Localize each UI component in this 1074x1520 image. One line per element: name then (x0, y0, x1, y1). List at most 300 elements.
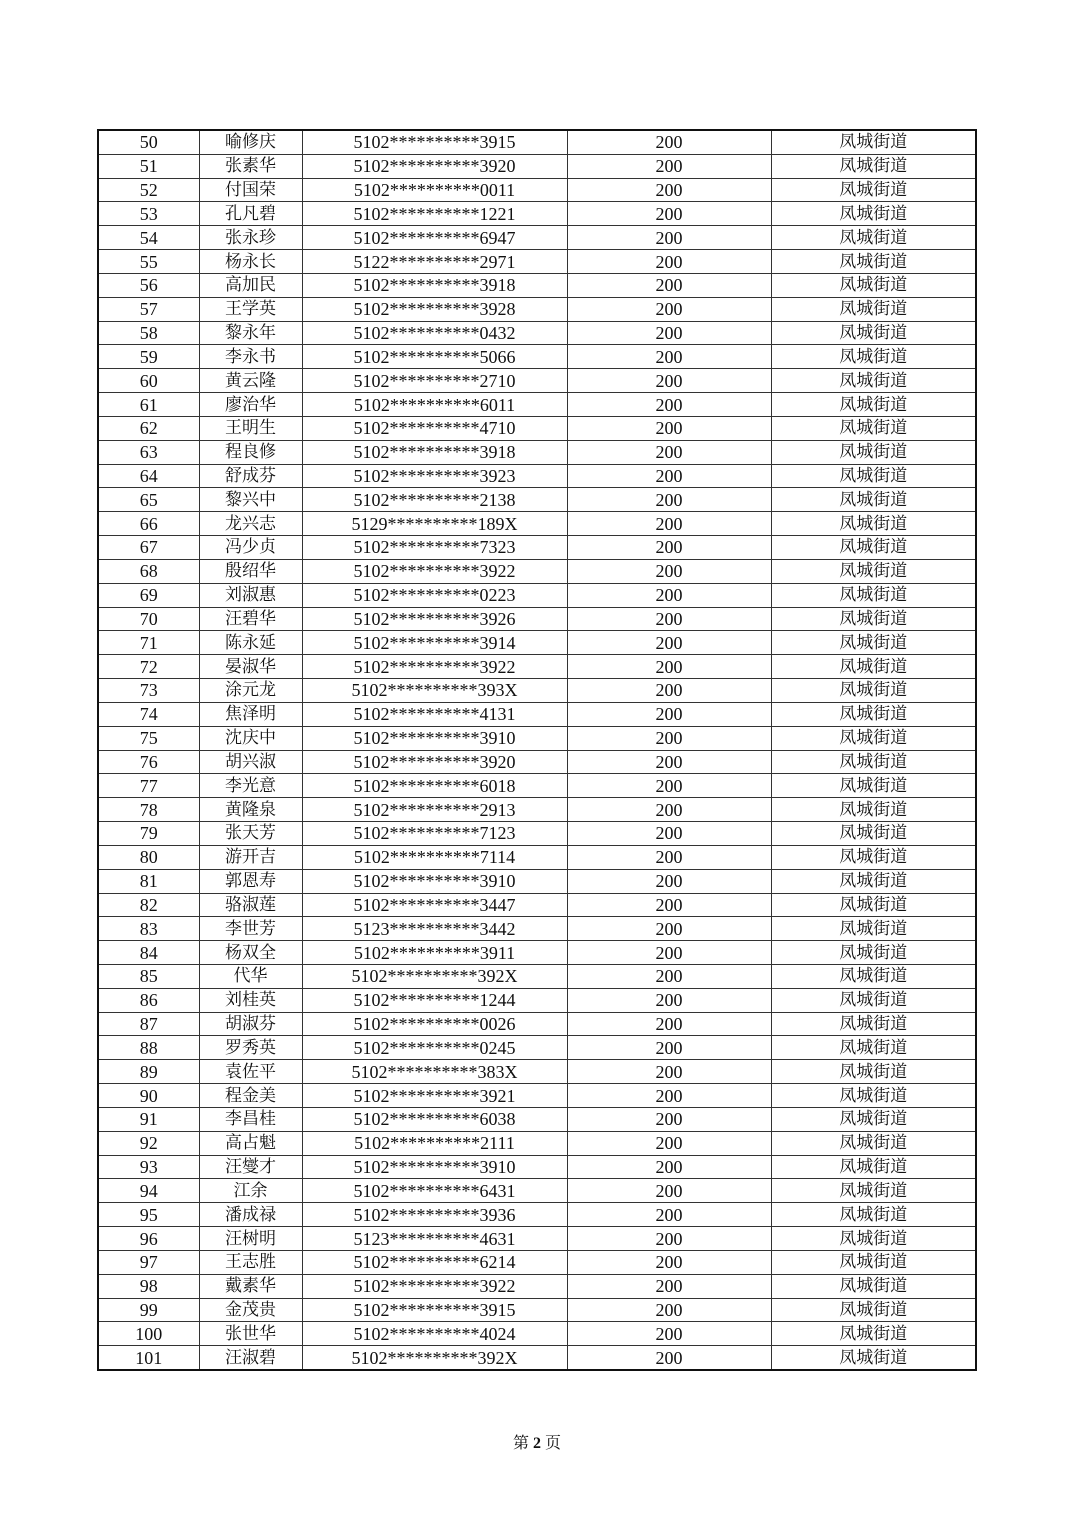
amount-cell: 200 (567, 297, 771, 321)
street-cell: 凤城街道 (771, 1060, 976, 1084)
page-number: 2 (533, 1435, 541, 1452)
row-number-cell: 52 (98, 178, 199, 202)
amount-cell: 200 (567, 679, 771, 703)
amount-cell: 200 (567, 226, 771, 250)
street-cell: 凤城街道 (771, 1346, 976, 1370)
table-row (98, 750, 976, 774)
amount-cell: 200 (567, 1274, 771, 1298)
id-number-cell: 5102**********3911 (302, 941, 567, 965)
id-number-cell: 5102**********4024 (302, 1322, 567, 1346)
table-row (98, 1298, 976, 1322)
amount-cell: 200 (567, 869, 771, 893)
id-number-cell: 5102**********393X (302, 679, 567, 703)
id-number-cell: 5102**********392X (302, 964, 567, 988)
amount-cell: 200 (567, 559, 771, 583)
name-cell: 汪燮才 (199, 1155, 302, 1179)
table-row (98, 1203, 976, 1227)
amount-cell: 200 (567, 845, 771, 869)
amount-cell: 200 (567, 1322, 771, 1346)
street-cell: 凤城街道 (771, 774, 976, 798)
amount-cell: 200 (567, 1155, 771, 1179)
row-number-cell: 85 (98, 964, 199, 988)
row-number-cell: 53 (98, 202, 199, 226)
street-cell: 凤城街道 (771, 1274, 976, 1298)
table-row (98, 1250, 976, 1274)
table-row (98, 917, 976, 941)
row-number-cell: 80 (98, 845, 199, 869)
row-number-cell: 71 (98, 631, 199, 655)
id-number-cell: 5102**********7114 (302, 845, 567, 869)
id-number-cell: 5102**********0432 (302, 321, 567, 345)
name-cell: 李永书 (199, 345, 302, 369)
street-cell: 凤城街道 (771, 273, 976, 297)
amount-cell: 200 (567, 893, 771, 917)
name-cell: 龙兴志 (199, 512, 302, 536)
street-cell: 凤城街道 (771, 440, 976, 464)
street-cell: 凤城街道 (771, 416, 976, 440)
street-cell: 凤城街道 (771, 607, 976, 631)
roster-table (97, 129, 977, 1371)
name-cell: 游开吉 (199, 845, 302, 869)
amount-cell: 200 (567, 1227, 771, 1251)
row-number-cell: 76 (98, 750, 199, 774)
id-number-cell: 5102**********3910 (302, 726, 567, 750)
name-cell: 付国荣 (199, 178, 302, 202)
row-number-cell: 51 (98, 154, 199, 178)
street-cell: 凤城街道 (771, 1227, 976, 1251)
id-number-cell: 5102**********3920 (302, 154, 567, 178)
id-number-cell: 5102**********6018 (302, 774, 567, 798)
table-row (98, 1060, 976, 1084)
row-number-cell: 96 (98, 1227, 199, 1251)
name-cell: 汪树明 (199, 1227, 302, 1251)
table-row (98, 679, 976, 703)
table-row (98, 464, 976, 488)
id-number-cell: 5102**********2111 (302, 1131, 567, 1155)
street-cell: 凤城街道 (771, 631, 976, 655)
id-number-cell: 5102**********6947 (302, 226, 567, 250)
street-cell: 凤城街道 (771, 702, 976, 726)
amount-cell: 200 (567, 1060, 771, 1084)
row-number-cell: 84 (98, 941, 199, 965)
row-number-cell: 55 (98, 250, 199, 274)
name-cell: 潘成禄 (199, 1203, 302, 1227)
name-cell: 高占魁 (199, 1131, 302, 1155)
street-cell: 凤城街道 (771, 1012, 976, 1036)
id-number-cell: 5102**********5066 (302, 345, 567, 369)
id-number-cell: 5102**********3920 (302, 750, 567, 774)
street-cell: 凤城街道 (771, 583, 976, 607)
name-cell: 孔凡碧 (199, 202, 302, 226)
row-number-cell: 60 (98, 369, 199, 393)
table-row (98, 845, 976, 869)
id-number-cell: 5102**********3910 (302, 869, 567, 893)
id-number-cell: 5102**********6431 (302, 1179, 567, 1203)
id-number-cell: 5102**********3936 (302, 1203, 567, 1227)
amount-cell: 200 (567, 1250, 771, 1274)
amount-cell: 200 (567, 1203, 771, 1227)
name-cell: 汪碧华 (199, 607, 302, 631)
id-number-cell: 5102**********3447 (302, 893, 567, 917)
row-number-cell: 50 (98, 130, 199, 154)
amount-cell: 200 (567, 726, 771, 750)
id-number-cell: 5102**********3910 (302, 1155, 567, 1179)
id-number-cell: 5129**********189X (302, 512, 567, 536)
table-row (98, 1155, 976, 1179)
street-cell: 凤城街道 (771, 917, 976, 941)
id-number-cell: 5102**********2710 (302, 369, 567, 393)
table-row (98, 1131, 976, 1155)
amount-cell: 200 (567, 250, 771, 274)
row-number-cell: 98 (98, 1274, 199, 1298)
row-number-cell: 70 (98, 607, 199, 631)
table-row (98, 369, 976, 393)
street-cell: 凤城街道 (771, 655, 976, 679)
amount-cell: 200 (567, 369, 771, 393)
name-cell: 张永珍 (199, 226, 302, 250)
row-number-cell: 88 (98, 1036, 199, 1060)
name-cell: 王志胜 (199, 1250, 302, 1274)
street-cell: 凤城街道 (771, 393, 976, 417)
row-number-cell: 83 (98, 917, 199, 941)
amount-cell: 200 (567, 1036, 771, 1060)
row-number-cell: 90 (98, 1084, 199, 1108)
row-number-cell: 73 (98, 679, 199, 703)
row-number-cell: 54 (98, 226, 199, 250)
name-cell: 程良修 (199, 440, 302, 464)
table-row (98, 559, 976, 583)
table-row (98, 1107, 976, 1131)
name-cell: 李世芳 (199, 917, 302, 941)
street-cell: 凤城街道 (771, 130, 976, 154)
table-row (98, 869, 976, 893)
name-cell: 舒成芬 (199, 464, 302, 488)
street-cell: 凤城街道 (771, 536, 976, 560)
id-number-cell: 5102**********3918 (302, 440, 567, 464)
row-number-cell: 95 (98, 1203, 199, 1227)
row-number-cell: 94 (98, 1179, 199, 1203)
name-cell: 涂元龙 (199, 679, 302, 703)
street-cell: 凤城街道 (771, 988, 976, 1012)
table-row (98, 440, 976, 464)
amount-cell: 200 (567, 202, 771, 226)
street-cell: 凤城街道 (771, 1179, 976, 1203)
id-number-cell: 5102**********6011 (302, 393, 567, 417)
table-row (98, 702, 976, 726)
row-number-cell: 99 (98, 1298, 199, 1322)
street-cell: 凤城街道 (771, 822, 976, 846)
amount-cell: 200 (567, 440, 771, 464)
table-row (98, 655, 976, 679)
amount-cell: 200 (567, 178, 771, 202)
street-cell: 凤城街道 (771, 345, 976, 369)
roster-body (98, 130, 976, 1370)
row-number-cell: 77 (98, 774, 199, 798)
id-number-cell: 5102**********3922 (302, 1274, 567, 1298)
amount-cell: 200 (567, 941, 771, 965)
table-row (98, 393, 976, 417)
name-cell: 胡淑芬 (199, 1012, 302, 1036)
amount-cell: 200 (567, 702, 771, 726)
table-row (98, 631, 976, 655)
amount-cell: 200 (567, 750, 771, 774)
street-cell: 凤城街道 (771, 1036, 976, 1060)
name-cell: 戴素华 (199, 1274, 302, 1298)
name-cell: 郭恩寿 (199, 869, 302, 893)
street-cell: 凤城街道 (771, 893, 976, 917)
table-row (98, 964, 976, 988)
table-row (98, 536, 976, 560)
amount-cell: 200 (567, 464, 771, 488)
row-number-cell: 81 (98, 869, 199, 893)
table-row (98, 512, 976, 536)
street-cell: 凤城街道 (771, 964, 976, 988)
id-number-cell: 5102**********0223 (302, 583, 567, 607)
name-cell: 黎永年 (199, 321, 302, 345)
table-row (98, 1322, 976, 1346)
name-cell: 喻修庆 (199, 130, 302, 154)
name-cell: 张天芳 (199, 822, 302, 846)
id-number-cell: 5102**********3918 (302, 273, 567, 297)
street-cell: 凤城街道 (771, 488, 976, 512)
street-cell: 凤城街道 (771, 321, 976, 345)
street-cell: 凤城街道 (771, 154, 976, 178)
id-number-cell: 5102**********2138 (302, 488, 567, 512)
table-row (98, 1346, 976, 1370)
row-number-cell: 100 (98, 1322, 199, 1346)
table-row (98, 297, 976, 321)
name-cell: 王学英 (199, 297, 302, 321)
id-number-cell: 5102**********3923 (302, 464, 567, 488)
name-cell: 沈庆中 (199, 726, 302, 750)
table-row (98, 178, 976, 202)
table-row (98, 988, 976, 1012)
name-cell: 程金美 (199, 1084, 302, 1108)
table-row (98, 1274, 976, 1298)
street-cell: 凤城街道 (771, 178, 976, 202)
name-cell: 李昌桂 (199, 1107, 302, 1131)
table-row (98, 416, 976, 440)
amount-cell: 200 (567, 273, 771, 297)
id-number-cell: 5102**********1244 (302, 988, 567, 1012)
name-cell: 陈永延 (199, 631, 302, 655)
table-row (98, 1036, 976, 1060)
street-cell: 凤城街道 (771, 1107, 976, 1131)
id-number-cell: 5102**********383X (302, 1060, 567, 1084)
amount-cell: 200 (567, 1107, 771, 1131)
table-row (98, 273, 976, 297)
amount-cell: 200 (567, 1012, 771, 1036)
row-number-cell: 57 (98, 297, 199, 321)
id-number-cell: 5102**********392X (302, 1346, 567, 1370)
street-cell: 凤城街道 (771, 1131, 976, 1155)
row-number-cell: 79 (98, 822, 199, 846)
row-number-cell: 68 (98, 559, 199, 583)
row-number-cell: 66 (98, 512, 199, 536)
name-cell: 黄隆泉 (199, 798, 302, 822)
row-number-cell: 74 (98, 702, 199, 726)
name-cell: 杨双全 (199, 941, 302, 965)
table-row (98, 607, 976, 631)
name-cell: 冯少贞 (199, 536, 302, 560)
id-number-cell: 5102**********1221 (302, 202, 567, 226)
amount-cell: 200 (567, 1346, 771, 1370)
table-row (98, 1012, 976, 1036)
table-row (98, 154, 976, 178)
amount-cell: 200 (567, 130, 771, 154)
street-cell: 凤城街道 (771, 226, 976, 250)
id-number-cell: 5102**********7123 (302, 822, 567, 846)
id-number-cell: 5102**********3915 (302, 1298, 567, 1322)
table-row (98, 583, 976, 607)
name-cell: 张素华 (199, 154, 302, 178)
row-number-cell: 92 (98, 1131, 199, 1155)
id-number-cell: 5123**********3442 (302, 917, 567, 941)
amount-cell: 200 (567, 798, 771, 822)
name-cell: 王明生 (199, 416, 302, 440)
street-cell: 凤城街道 (771, 1203, 976, 1227)
row-number-cell: 56 (98, 273, 199, 297)
amount-cell: 200 (567, 536, 771, 560)
id-number-cell: 5102**********0026 (302, 1012, 567, 1036)
name-cell: 袁佐平 (199, 1060, 302, 1084)
amount-cell: 200 (567, 988, 771, 1012)
street-cell: 凤城街道 (771, 798, 976, 822)
name-cell: 焦泽明 (199, 702, 302, 726)
name-cell: 代华 (199, 964, 302, 988)
row-number-cell: 67 (98, 536, 199, 560)
row-number-cell: 75 (98, 726, 199, 750)
row-number-cell: 62 (98, 416, 199, 440)
row-number-cell: 64 (98, 464, 199, 488)
row-number-cell: 58 (98, 321, 199, 345)
table-row (98, 488, 976, 512)
name-cell: 李光意 (199, 774, 302, 798)
amount-cell: 200 (567, 607, 771, 631)
name-cell: 黄云隆 (199, 369, 302, 393)
amount-cell: 200 (567, 321, 771, 345)
street-cell: 凤城街道 (771, 202, 976, 226)
amount-cell: 200 (567, 416, 771, 440)
amount-cell: 200 (567, 964, 771, 988)
street-cell: 凤城街道 (771, 1084, 976, 1108)
id-number-cell: 5102**********0011 (302, 178, 567, 202)
amount-cell: 200 (567, 655, 771, 679)
row-number-cell: 91 (98, 1107, 199, 1131)
table-row (98, 1179, 976, 1203)
street-cell: 凤城街道 (771, 750, 976, 774)
table-row (98, 226, 976, 250)
street-cell: 凤城街道 (771, 1322, 976, 1346)
amount-cell: 200 (567, 393, 771, 417)
id-number-cell: 5102**********3922 (302, 655, 567, 679)
id-number-cell: 5102**********3915 (302, 130, 567, 154)
row-number-cell: 82 (98, 893, 199, 917)
amount-cell: 200 (567, 774, 771, 798)
name-cell: 胡兴淑 (199, 750, 302, 774)
table-row (98, 1227, 976, 1251)
name-cell: 晏淑华 (199, 655, 302, 679)
amount-cell: 200 (567, 345, 771, 369)
row-number-cell: 69 (98, 583, 199, 607)
amount-cell: 200 (567, 512, 771, 536)
row-number-cell: 78 (98, 798, 199, 822)
id-number-cell: 5102**********6214 (302, 1250, 567, 1274)
street-cell: 凤城街道 (771, 1250, 976, 1274)
id-number-cell: 5102**********3921 (302, 1084, 567, 1108)
street-cell: 凤城街道 (771, 679, 976, 703)
page-prefix: 第 (512, 1433, 529, 1452)
id-number-cell: 5102**********3914 (302, 631, 567, 655)
table-row (98, 941, 976, 965)
name-cell: 江余 (199, 1179, 302, 1203)
row-number-cell: 59 (98, 345, 199, 369)
id-number-cell: 5123**********4631 (302, 1227, 567, 1251)
table-row (98, 202, 976, 226)
name-cell: 殷绍华 (199, 559, 302, 583)
street-cell: 凤城街道 (771, 941, 976, 965)
id-number-cell: 5102**********2913 (302, 798, 567, 822)
street-cell: 凤城街道 (771, 869, 976, 893)
table-row (98, 130, 976, 154)
name-cell: 廖治华 (199, 393, 302, 417)
id-number-cell: 5102**********4131 (302, 702, 567, 726)
row-number-cell: 101 (98, 1346, 199, 1370)
id-number-cell: 5102**********3926 (302, 607, 567, 631)
name-cell: 高加民 (199, 273, 302, 297)
table-row (98, 822, 976, 846)
amount-cell: 200 (567, 631, 771, 655)
row-number-cell: 61 (98, 393, 199, 417)
row-number-cell: 93 (98, 1155, 199, 1179)
name-cell: 汪淑碧 (199, 1346, 302, 1370)
row-number-cell: 72 (98, 655, 199, 679)
id-number-cell: 5102**********0245 (302, 1036, 567, 1060)
table-row (98, 250, 976, 274)
row-number-cell: 97 (98, 1250, 199, 1274)
id-number-cell: 5102**********4710 (302, 416, 567, 440)
id-number-cell: 5102**********7323 (302, 536, 567, 560)
street-cell: 凤城街道 (771, 250, 976, 274)
table-row (98, 1084, 976, 1108)
table-row (98, 321, 976, 345)
id-number-cell: 5102**********3928 (302, 297, 567, 321)
table-row (98, 774, 976, 798)
table-row (98, 726, 976, 750)
amount-cell: 200 (567, 488, 771, 512)
amount-cell: 200 (567, 1084, 771, 1108)
amount-cell: 200 (567, 1298, 771, 1322)
street-cell: 凤城街道 (771, 1298, 976, 1322)
street-cell: 凤城街道 (771, 726, 976, 750)
row-number-cell: 87 (98, 1012, 199, 1036)
amount-cell: 200 (567, 822, 771, 846)
id-number-cell: 5122**********2971 (302, 250, 567, 274)
street-cell: 凤城街道 (771, 297, 976, 321)
row-number-cell: 63 (98, 440, 199, 464)
table-row (98, 345, 976, 369)
name-cell: 罗秀英 (199, 1036, 302, 1060)
row-number-cell: 65 (98, 488, 199, 512)
table-row (98, 798, 976, 822)
amount-cell: 200 (567, 1131, 771, 1155)
name-cell: 刘淑惠 (199, 583, 302, 607)
street-cell: 凤城街道 (771, 369, 976, 393)
amount-cell: 200 (567, 583, 771, 607)
row-number-cell: 89 (98, 1060, 199, 1084)
page-footer (0, 1430, 1074, 1453)
amount-cell: 200 (567, 154, 771, 178)
